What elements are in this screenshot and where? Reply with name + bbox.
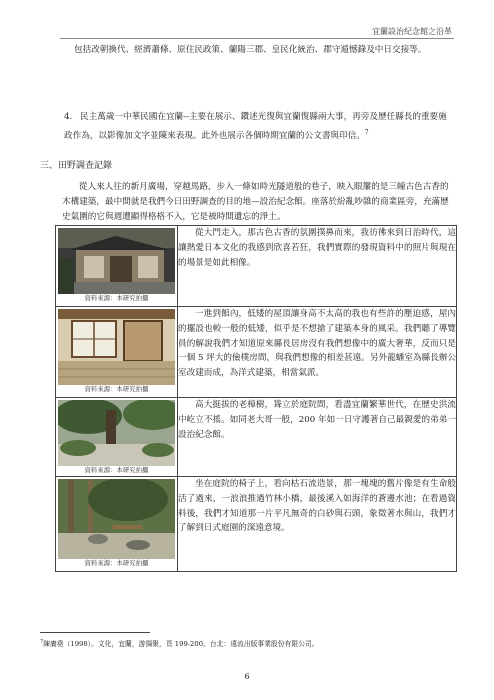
photo-caption: 資料來源：本研究拍攝	[84, 385, 149, 393]
photo-cell	[56, 307, 178, 398]
footnote-rule	[40, 632, 150, 633]
text-cell	[178, 398, 457, 477]
text-cell	[178, 307, 457, 398]
point-4	[64, 110, 450, 144]
table-row	[56, 307, 457, 398]
text-cell	[178, 226, 457, 307]
record-text: 高大挺拔的老樟樹，聳立於庭院間，看盡宜蘭繁華世代，在歷史洪流中屹立不搖。如同老大哥一般，200 年如一日守護著自己最親愛的弟弟一設治紀念館。	[178, 400, 456, 440]
intro-text: 包括改朝換代、經濟蕭條、原住民政策、蘭陽三郡、皇民化統治、郡守遁憾錄及中日交接等。	[74, 45, 427, 55]
table-row	[56, 477, 457, 572]
record-text: 坐在庭院的椅子上，看向枯石流造景，那一塊塊的舊片像是有生命般活了過來，一浪浪推過竹林小橋，最後溪入如海洋的蒼邊水池；在看過資料後，我們才知道那一片平凡無奇的白砂與石頭，象徵著水與山，我們才了解到日式庭園的深遠意境。	[178, 479, 456, 534]
photo-cell	[56, 226, 178, 307]
photo-caption: 資料來源：本研究拍攝	[84, 294, 149, 302]
photo-entrance	[58, 228, 175, 294]
point-4-text: 民主萬歲一中華民國在宜蘭--主要在展示、鑽述光復與宜蘭復縣兩大事，再旁及歷任縣長的重要施政作為，以影像加文字並陳來表現。此外也展示各個時期宜蘭的公文書與印信。	[64, 112, 447, 141]
page-number: 6	[244, 672, 250, 681]
record-text: 一進到館內，低矮的屋頂讓身高不太高的我也有些許的壓迫感，屋內的擺設也較一般的低矮，似乎是不想搶了建築本身的風采。我們聽了導覽員的解說我們才知道原來縣長居房沒有我們想像中的廣大奢華，反而只是一個 5 坪大的儉樸房間，與我們想像的相差甚遠。另外龍蟠室為縣長辦公室改建而成，為洋式建築，相當氣派。	[178, 309, 456, 379]
footnote	[40, 638, 319, 648]
photo-camphor-tree	[58, 400, 175, 466]
text-cell	[178, 477, 457, 572]
footnote-ref[interactable]: 7	[364, 129, 369, 136]
table-row	[56, 398, 457, 477]
photo-cell	[56, 398, 178, 477]
footnote-mark: 7	[40, 638, 44, 645]
photo-rock-garden	[58, 479, 175, 559]
section-title: 三、田野調查記錄	[40, 161, 113, 171]
field-paragraph: 從人來人往的新月廣場，穿越馬路，步入一條如時光隧道般的巷子，映入眼簾的是三幢古色古香的木構建築，最中間就是我們今日田野調查的目的地—設治紀念館。座落於紛亂吵雜的商業區旁，充滿歷史氣圍的它與週遭顯得格格不入，它是被時間遺忘的淨土。	[62, 182, 449, 222]
photo-interior	[58, 309, 175, 385]
photo-caption: 資料來源：本研究拍攝	[84, 559, 149, 567]
footnote-text: 陳賡堯（1998）。文化，宜蘭，游揚聚，頁 199-200。台北：遠流出版事業股份有限公司。	[43, 640, 319, 648]
photo-caption: 資料來源：本研究拍攝	[84, 466, 149, 474]
field-record-table	[55, 225, 457, 572]
running-header: 宜蘭設治紀念館之沿革	[372, 27, 452, 36]
header-rule	[60, 38, 454, 39]
table-row	[56, 226, 457, 307]
point-4-number: 4.	[64, 112, 73, 122]
record-text: 從大門走入，那古色古香的氛圍撲鼻而來，我彷彿來到日治時代，這讓熱愛日本文化的我感到欣喜若狂，我們實際的發現資料中的照片與現在的場景是如此相像。	[178, 228, 456, 268]
photo-cell	[56, 477, 178, 572]
